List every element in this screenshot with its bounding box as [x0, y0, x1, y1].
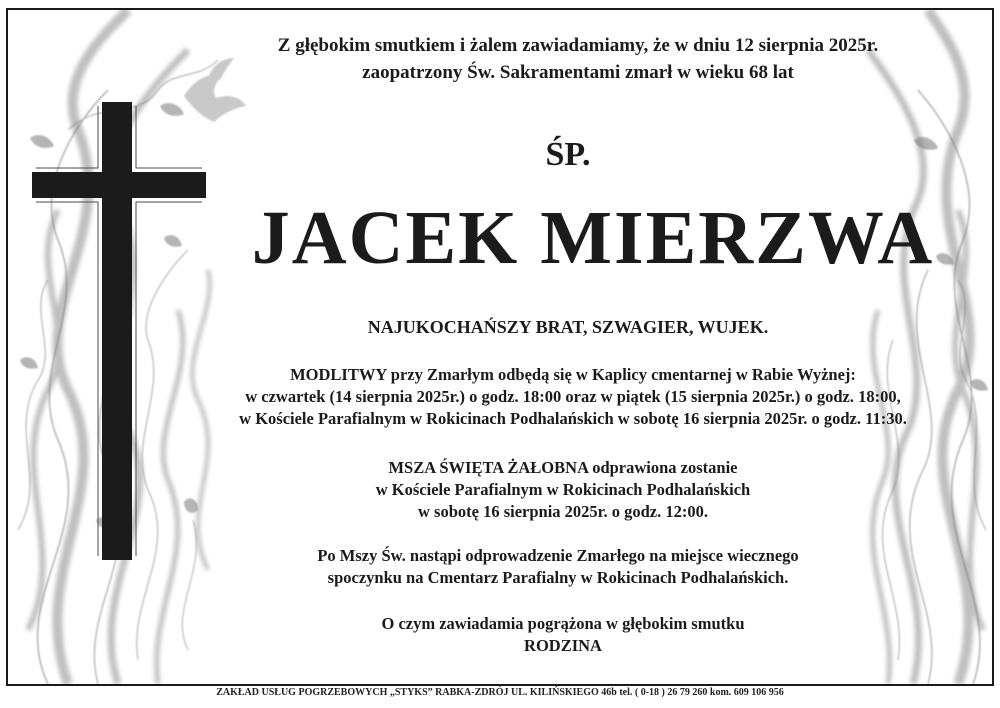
closing-line: O czym zawiadamia pogrążona w głębokim smutku — [381, 614, 745, 633]
intro-line: zaopatrzony Św. Sakramentami zmarł w wieku 68 lat — [362, 62, 794, 83]
mass-line: w Kościele Parafialnym w Rokicinach Podhalańskich — [375, 480, 751, 499]
obituary-frame — [6, 8, 994, 686]
announcement-intro — [198, 32, 958, 86]
mass-line: w sobotę 16 sierpnia 2025r. o godz. 12:00. — [418, 502, 708, 521]
memory-prefix: ŚP. — [545, 136, 591, 173]
family-relations: NAJUKOCHAŃSZY BRAT, SZWAGIER, WUJEK. — [367, 317, 769, 337]
closing-signature — [258, 613, 868, 657]
mass-line: MSZA ŚWIĘTA ŻAŁOBNA odprawiona zostanie — [388, 458, 738, 477]
funeral-mass-info — [258, 457, 868, 523]
burial-procession-info — [228, 545, 888, 589]
funeral-home-footer: ZAKŁAD USŁUG POGRZEBOWYCH „STYKS” RABKA-ZDRÓJ UL. KILIŃSKIEGO 46b tel. ( 0-18 ) 26 79 260 kom. 609 106 956 — [216, 687, 784, 698]
family-signature: RODZINA — [524, 636, 602, 655]
procession-line: spoczynku na Cmentarz Parafialny w Rokicinach Podhalańskich. — [327, 568, 789, 587]
prayers-line: w Kościele Parafialnym w Rokicinach Podhalańskich w sobotę 16 sierpnia 2025r. o godz. 11:30. — [239, 409, 907, 428]
prayers-line: w czwartek (14 sierpnia 2025r.) o godz. 18:00 oraz w piątek (15 sierpnia 2025r.) o godz. 18:00, — [245, 387, 901, 406]
latin-cross-icon — [32, 102, 206, 560]
intro-line: Z głębokim smutkiem i żalem zawiadamiamy, że w dniu 12 sierpnia 2025r. — [277, 35, 879, 56]
procession-line: Po Mszy Św. nastąpi odprowadzenie Zmarłego na miejsce wiecznego — [317, 546, 799, 565]
prayers-schedule — [168, 364, 978, 430]
prayers-line: MODLITWY przy Zmarłym odbędą się w Kaplicy cmentarnej w Rabie Wyżnej: — [290, 365, 856, 384]
deceased-name: JACEK MIERZWA — [251, 196, 935, 280]
